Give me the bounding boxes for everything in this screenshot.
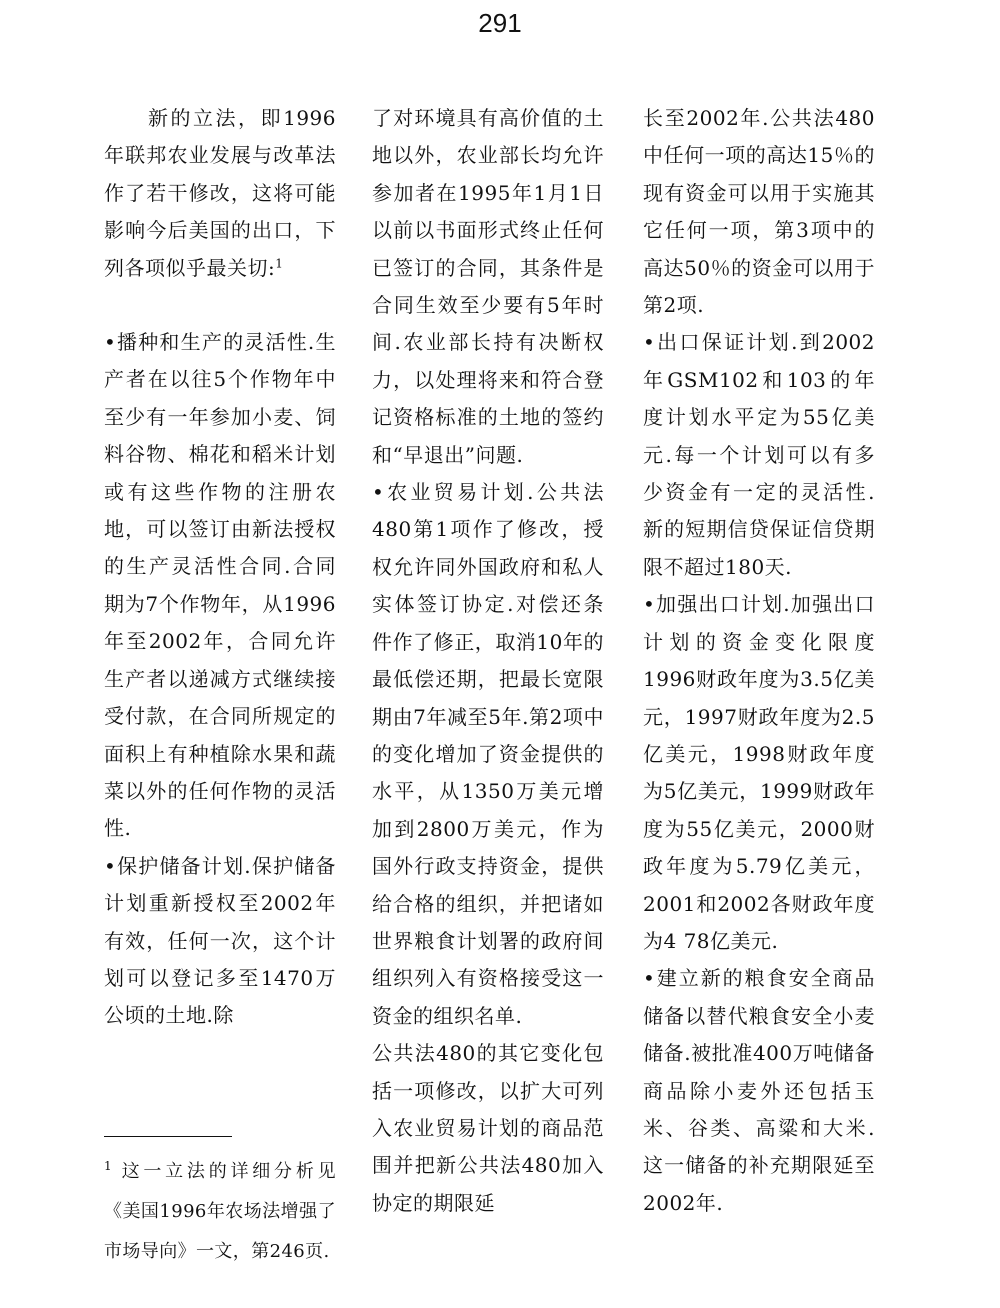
intro-text: 新的立法，即1996年联邦农业发展与改革法作了若干修改，这将可能影响今后美国的出口，下列各项似乎最关切: xyxy=(104,106,336,280)
intro-paragraph xyxy=(104,100,336,287)
bullet-planting-flexibility: •播种和生产的灵活性.生产者在以往5个作物年中至少有一年参加小麦、饲料谷物、棉花和稻米计划或有这些作物的注册农地，可以签订由新法授权的生产灵活性合同.合同期为7个作物年，从1996年至2002年，合同允许生产者以递减方式继续接受付款，在合同所规定的面积上有种植除水果和蔬菜以外的任何作物的灵活性. xyxy=(104,330,336,841)
page-number: 291 xyxy=(478,8,522,38)
footnote-mark: 1 xyxy=(104,1159,113,1173)
footnote-divider xyxy=(104,1136,232,1137)
bullet-food-security-reserve: •建立新的粮食安全商品储备以替代粮食安全小麦储备.被批准400万吨储备商品除小麦外还包括玉米、谷类、高粱和大米.这一储备的补充期限延至2002年. xyxy=(643,966,875,1215)
conservation-reserve-continued: 了对环境具有高价值的土地以外，农业部长均允许参加者在1995年1月1日以前以书面形式终止任何已签订的合同，其条件是合同生效至少要有5年时间.农业部长持有决断权力，以处理将来和符合登记资格标准的土地的签约和“早退出”问题. xyxy=(372,106,604,467)
agricultural-trade-continued: 长至2002年.公共法480中任何一项的高达15％的现有资金可以用于实施其它任何一项，第3项中的高达50％的资金可以用于第2项. xyxy=(643,106,875,318)
text-column-middle xyxy=(372,100,604,1222)
footnote-text: 这一立法的详细分析见《美国1996年农场法增强了市场导向》一文，第246页. xyxy=(104,1161,337,1262)
text-column-right xyxy=(643,100,875,1222)
bullet-conservation-reserve: •保护储备计划.保护储备计划重新授权至2002年有效，任何一次，这个计划可以登记多至1470万公顷的土地.除 xyxy=(104,853,336,1028)
agricultural-trade-other-changes: 公共法480的其它变化包括一项修改，以扩大可列入农业贸易计划的商品范围并把新公共法480加入协定的期限延 xyxy=(372,1041,604,1215)
footnote xyxy=(104,1152,336,1272)
bullet-export-guarantee: •出口保证计划.到2002年GSM102和103的年度计划水平定为55亿美元.每一个计划可以有多少资金有一定的灵活性.新的短期信贷保证信贷期限不超过180天. xyxy=(643,330,875,579)
bullet-agricultural-trade: •农业贸易计划.公共法480第1项作了修改，授权允许同外国政府和私人实体签订协定.对偿还条件作了修正，取消10年的最低偿还期，把最长宽限期由7年减至5年.第2项中的变化增加了资金提供的水平，从1350万美元增加到2800万美元，作为国外行政支持资金，提供给合格的组织，并把诸如世界粮食计划署的政府间组织列入有资格接受这一资金的组织名单. xyxy=(372,480,604,1028)
text-column-left xyxy=(104,100,336,1035)
footnote-reference: 1 xyxy=(275,255,284,270)
bullet-export-enhancement: •加强出口计划.加强出口计划的资金变化限度1996财政年度为3.5亿美元，1997财政年度为2.5亿美元，1998财政年度为5亿美元，1999财政年度为55亿美元，2000财政年度为5.79亿美元，2001和2002各财政年度为4 78亿美元. xyxy=(643,592,875,953)
paragraph-gap xyxy=(104,287,336,324)
